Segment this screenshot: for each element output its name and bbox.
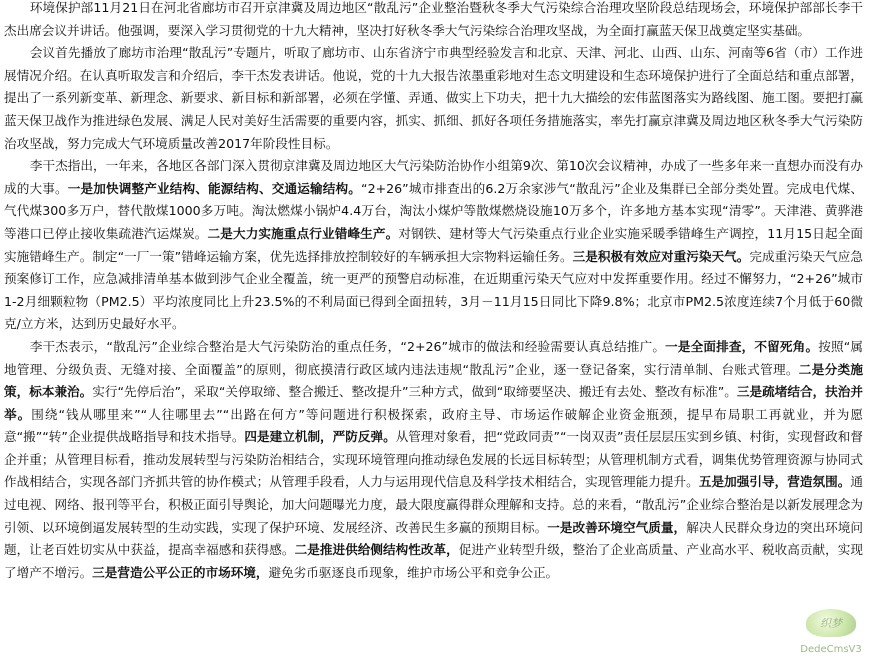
article-paragraph	[4, 0, 863, 42]
watermark-mark-text: 织梦	[820, 617, 842, 630]
bold-heading-text: 五是加强引导，营造氛围。	[698, 474, 851, 490]
article-paragraph	[4, 42, 863, 155]
paragraph-text: 李干杰指出，一年来，各地区各部门深入贯彻京津冀及周边地区大气污染防治协作小组第9次、第10次会议精神，办成了一些多年来一直想办而没有办成的大事。	[4, 158, 863, 196]
paragraph-text: 从管理对象看，把“党政同责”“一岗双责”责任层层压实到乡镇、村街，实现督政和督企并重；从管理目标看，推动发展转型与污染防治相结合，实现环境管理向推动绿色发展的长远目标转型；从管理机制方式看，调集优势管理资源与协同式作战相结合，实现各部门齐抓共管的协作模式；从管理手段看，人力与运用现代信息及科学技术相结合，实现管理能力提升。	[4, 429, 863, 490]
watermark-logo	[800, 609, 862, 655]
bold-heading-text: 二是推进供给侧结构性改革，	[294, 542, 459, 558]
paragraph-text: 完成重污染天气应急预案修订工作，应急减排清单基本做到涉气企业全覆盖，统一更严的预警启动标准，在近期重污染天气应对中发挥重要作用。经过不懈努力，“2+26”城市1-2月细颗粒物（PM2.5）平均浓度同比上升23.5%的不利局面已得到全面扭转，3月－11月15日同比下降9.8%；北京市PM2.5浓度连续7个月低于60微克/立方米，达到历史最好水平。	[4, 248, 864, 332]
paragraph-text: 避免劣币驱逐良币现象，维护市场公平和竞争公正。	[268, 564, 559, 580]
paragraph-text: “2+26”城市排查出的6.2万余家涉气“散乱污”企业及集群已全部分类处置。完成电代煤、气代煤300多万户，替代散煤1000多万吨。淘汰燃煤小锅炉4.4万台，淘汰小煤炉等散煤燃烧设施10万多个，许多地方基本实现“清零”。天津港、黄骅港等港口已停止接收集疏港汽运煤炭。	[4, 180, 864, 241]
bold-heading-text: 一是全面排查，不留死角。	[665, 338, 819, 354]
bold-heading-text: 一是加快调整产业结构、能源结构、交通运输结构。	[67, 180, 362, 196]
article-body	[4, 0, 863, 584]
paragraph-text: 解决人民群众身边的突出环境问题，让老百姓切实从中获益，提高幸福感和获得感。	[4, 519, 864, 558]
paragraph-text: 围绕“钱从哪里来”“人往哪里去”“出路在何方”等问题进行积极探索，政府主导、市场运作破解企业资金瓶颈，提早布局职工再就业，并为愿意“搬”“转”企业提供战略指导和技术指导。	[4, 406, 863, 445]
paragraph-text: 环境保护部11月21日在河北省廊坊市召开京津冀及周边地区“散乱污”企业整治暨秋冬季大气污染综合治理攻坚阶段总结现场会，环境保护部部长李干杰出席会议并讲话。他强调，要深入学习贯彻党的十九大精神，坚决打好秋冬季大气污染综合治理攻坚战，为全面打赢蓝天保卫战奠定坚实基础。	[4, 0, 863, 38]
bold-heading-text: 三是营造公平公正的市场环境，	[92, 564, 269, 580]
bold-heading-text: 三是积极有效应对重污染天气。	[572, 248, 750, 264]
paragraph-text: 李干杰表示，“散乱污”企业综合整治是大气污染防治的重点任务，“2+26”城市的做法和经验需要认真总结推广。	[29, 338, 666, 354]
article-paragraph	[4, 336, 863, 585]
bold-heading-text: 二是大力实施重点行业错峰生产。	[207, 225, 399, 241]
paragraph-text: 促进产业转型升级，整治了企业高质量、产业高水平、税收高贡献，实现了增产不增污。	[4, 542, 864, 580]
paragraph-text: 实行“先停后治”，采取“关停取缔、整合搬迁、整改提升”三种方式，做到“取缔要坚决、搬迁有去处、整改有标准”。	[92, 384, 737, 400]
paragraph-text: 按照“属地管理、分级负责、无缝对接、全面覆盖”的原则，彻底摸清行政区域内违法违规“散乱污”企业，逐一登记备案，实行清单制、台账式管理。	[4, 338, 864, 377]
bold-heading-text: 二是分类施策，标本兼治。	[4, 361, 864, 400]
bold-heading-text: 三是疏堵结合，扶治并举。	[4, 384, 864, 422]
bold-heading-text: 四是建立机制，严防反弹。	[244, 429, 396, 445]
watermark-label: DedeCmsV3	[800, 644, 862, 655]
article-paragraph	[4, 155, 863, 336]
paragraph-text: 会议首先播放了廊坊市治理“散乱污”专题片，听取了廊坊市、山东省济宁市典型经验发言和北京、天津、河北、山西、山东、河南等6省（市）工作进展情况介绍。在认真听取发言和介绍后，李干杰发表讲话。他说，党的十九大报告浓墨重彩地对生态文明建设和生态环境保护进行了全面总结和重点部署，提出了一系列新变革、新理念、新要求、新目标和新部署，必须在学懂、弄通、做实上下功夫，把十九大描绘的宏伟蓝图落实为路线图、施工图。要把打赢蓝天保卫战作为推进绿色发展、满足人民对美好生活需要的重要内容，抓实、抓细、抓好各项任务措施落实，率先打赢京津冀及周边地区秋冬季大气污染防治攻坚战，努力完成大气环境质量改善2017年阶段性目标。	[4, 45, 863, 151]
paragraph-text: 对钢铁、建材等大气污染重点行业企业实施采暖季错峰生产调控，11月15日起全面实施错峰生产。制定“一厂一策”错峰运输方案，优先选择排放控制较好的车辆承担大宗物料运输任务。	[4, 225, 864, 264]
bold-heading-text: 一是改善环境空气质量，	[547, 519, 687, 535]
paragraph-text: 通过电视、网络、报刊等平台，积极正面引导舆论，加大问题曝光力度，最大限度赢得群众理解和支持。总的来看，“散乱污”企业综合整治是以新发展理念为引领、以环境倒逼发展转型的生动实践，实现了保护环境、发展经济、改善民生多赢的预期目标。	[4, 474, 864, 535]
